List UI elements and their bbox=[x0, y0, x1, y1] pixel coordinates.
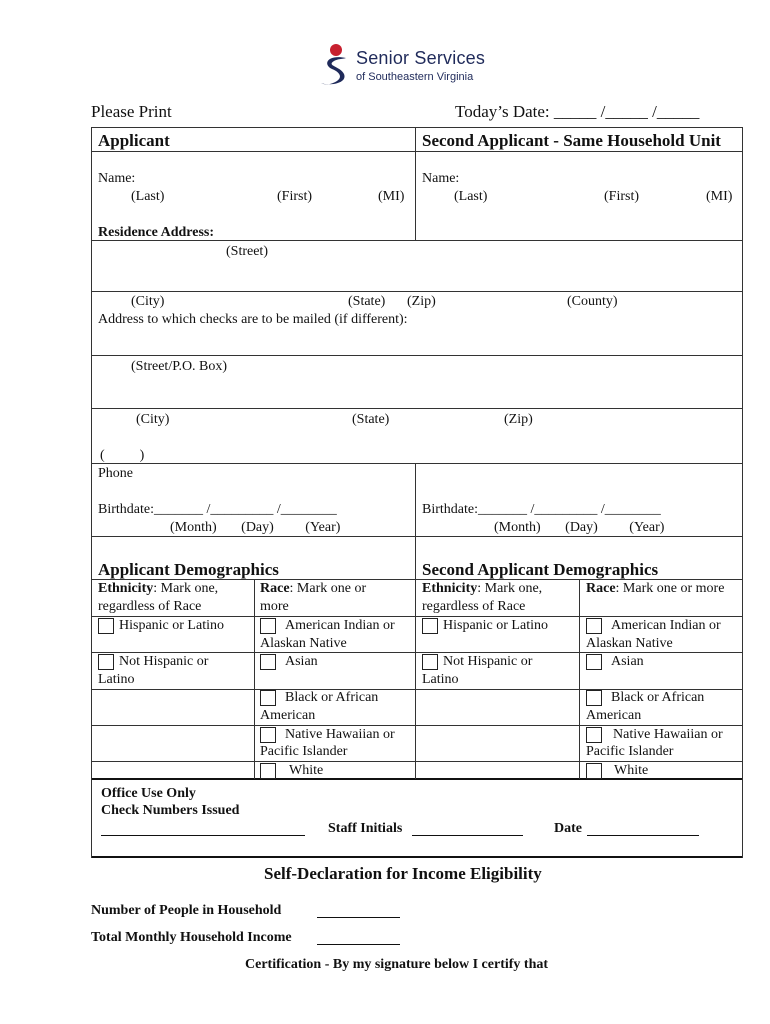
race-label: Race bbox=[586, 581, 616, 596]
applicant-first-label: (First) bbox=[277, 189, 312, 204]
right-hawaiian-label: Native Hawaiian or bbox=[613, 727, 723, 742]
table-border bbox=[742, 127, 743, 858]
people-in-household-line[interactable] bbox=[317, 917, 400, 918]
race-note: : Mark one or bbox=[289, 581, 367, 596]
left-ethnicity-note-2: regardless of Race bbox=[98, 599, 202, 614]
residence-county-label: (County) bbox=[567, 294, 618, 309]
logo-name: Senior Services bbox=[356, 48, 486, 68]
residence-zip-label: (Zip) bbox=[407, 294, 436, 309]
left-am-indian-label-2: Alaskan Native bbox=[260, 636, 347, 651]
applicant-mi-label: (MI) bbox=[378, 189, 405, 204]
please-print-label: Please Print bbox=[91, 102, 172, 121]
table-border bbox=[91, 291, 743, 292]
table-border bbox=[91, 725, 743, 726]
left-black-label-2: American bbox=[260, 708, 316, 723]
ethnicity-note: : Mark one, bbox=[153, 581, 219, 596]
residence-address-label: Residence Address: bbox=[98, 225, 215, 240]
applicant-last-label: (Last) bbox=[131, 189, 165, 204]
right-not-hispanic-label-2: Latino bbox=[422, 672, 459, 687]
left-white-label: White bbox=[289, 763, 324, 778]
residence-city-label: (City) bbox=[131, 294, 165, 309]
office-date-line[interactable] bbox=[587, 835, 699, 836]
left-race-note-2: more bbox=[260, 599, 289, 614]
monthly-income-line[interactable] bbox=[317, 944, 400, 945]
table-border bbox=[91, 127, 92, 858]
people-in-household-label: Number of People in Household bbox=[91, 903, 282, 918]
left-black-checkbox[interactable] bbox=[260, 690, 276, 706]
applicant-demographics-heading: Applicant Demographics bbox=[98, 560, 279, 579]
table-border bbox=[91, 408, 743, 409]
left-not-hispanic-checkbox[interactable] bbox=[98, 654, 114, 670]
ethnicity-label: Ethnicity bbox=[98, 581, 154, 596]
table-border bbox=[91, 616, 743, 617]
right-black-checkbox[interactable] bbox=[586, 690, 602, 706]
check-numbers-label: Check Numbers Issued bbox=[101, 803, 240, 818]
left-am-indian-checkbox[interactable] bbox=[260, 618, 276, 634]
organization-logo bbox=[318, 42, 508, 92]
mailing-address-label: Address to which checks are to be mailed (if different): bbox=[98, 312, 408, 327]
left-hawaiian-checkbox[interactable] bbox=[260, 727, 276, 743]
left-white-checkbox[interactable] bbox=[260, 763, 276, 779]
right-am-indian-checkbox[interactable] bbox=[586, 618, 602, 634]
table-border bbox=[91, 355, 743, 356]
left-black-label: Black or African bbox=[285, 690, 379, 705]
monthly-income-label: Total Monthly Household Income bbox=[91, 930, 292, 945]
race-label: Race bbox=[260, 581, 290, 596]
left-hawaiian-label-2: Pacific Islander bbox=[260, 744, 348, 759]
table-border bbox=[254, 579, 255, 779]
right-black-label-2: American bbox=[586, 708, 642, 723]
second-name-label: Name: bbox=[422, 171, 460, 186]
ethnicity-note: : Mark one, bbox=[477, 581, 543, 596]
residence-state-label: (State) bbox=[348, 294, 386, 309]
left-not-hispanic-label: Not Hispanic or bbox=[119, 654, 209, 669]
office-date-label: Date bbox=[554, 821, 582, 836]
phone-label: Phone bbox=[98, 466, 133, 481]
right-asian-label: Asian bbox=[611, 654, 644, 669]
left-ethnicity-header bbox=[98, 581, 218, 597]
right-white-label: White bbox=[614, 763, 649, 778]
mailing-city-label: (City) bbox=[136, 412, 170, 427]
table-border bbox=[91, 761, 743, 762]
table-border bbox=[91, 463, 743, 464]
right-asian-checkbox[interactable] bbox=[586, 654, 602, 670]
applicant-name-label: Name: bbox=[98, 171, 136, 186]
left-am-indian-label: American Indian or bbox=[285, 618, 395, 633]
office-use-title: Office Use Only bbox=[101, 786, 196, 801]
second-last-label: (Last) bbox=[454, 189, 488, 204]
table-border bbox=[91, 536, 743, 537]
applicant-birthdate-parts: (Month) (Day) (Year) bbox=[170, 520, 341, 535]
right-black-label: Black or African bbox=[611, 690, 705, 705]
logo-subtitle: of Southeastern Virginia bbox=[356, 71, 474, 83]
left-asian-label: Asian bbox=[285, 654, 318, 669]
right-am-indian-label-2: Alaskan Native bbox=[586, 636, 673, 651]
phone-area-code[interactable]: ( ) bbox=[100, 448, 145, 463]
second-mi-label: (MI) bbox=[706, 189, 733, 204]
right-not-hispanic-checkbox[interactable] bbox=[422, 654, 438, 670]
right-hispanic-label: Hispanic or Latino bbox=[443, 618, 548, 633]
table-border bbox=[91, 151, 743, 152]
check-numbers-line[interactable] bbox=[101, 835, 305, 836]
table-border bbox=[91, 652, 743, 653]
left-hispanic-checkbox[interactable] bbox=[98, 618, 114, 634]
ethnicity-label: Ethnicity bbox=[422, 581, 478, 596]
logo-mark-icon bbox=[318, 42, 354, 88]
right-not-hispanic-label: Not Hispanic or bbox=[443, 654, 533, 669]
left-hawaiian-label: Native Hawaiian or bbox=[285, 727, 395, 742]
mailing-street-label: (Street/P.O. Box) bbox=[131, 359, 228, 374]
race-note: : Mark one or more bbox=[615, 581, 725, 596]
second-birthdate-field[interactable]: Birthdate:_______ /_________ /________ bbox=[422, 502, 661, 517]
right-white-checkbox[interactable] bbox=[586, 763, 602, 779]
staff-initials-line[interactable] bbox=[412, 835, 523, 836]
second-first-label: (First) bbox=[604, 189, 639, 204]
residence-street-label: (Street) bbox=[226, 244, 268, 259]
right-am-indian-label: American Indian or bbox=[611, 618, 721, 633]
table-border bbox=[579, 579, 580, 779]
certification-text: Certification - By my signature below I certify that bbox=[245, 957, 549, 972]
right-race-header bbox=[586, 581, 724, 597]
todays-date-field[interactable]: Today’s Date: _____ /_____ /_____ bbox=[455, 102, 700, 121]
table-border bbox=[91, 856, 743, 858]
second-demographics-heading: Second Applicant Demographics bbox=[422, 560, 659, 579]
second-applicant-heading: Second Applicant - Same Household Unit bbox=[422, 131, 721, 150]
table-border bbox=[91, 127, 743, 128]
income-section-title: Self-Declaration for Income Eligibility bbox=[264, 864, 542, 883]
right-hawaiian-checkbox[interactable] bbox=[586, 727, 602, 743]
right-hawaiian-label-2: Pacific Islander bbox=[586, 744, 674, 759]
table-border bbox=[415, 127, 416, 240]
staff-initials-label: Staff Initials bbox=[328, 821, 403, 836]
second-birthdate-parts: (Month) (Day) (Year) bbox=[494, 520, 665, 535]
table-border bbox=[415, 463, 416, 779]
left-not-hispanic-label-2: Latino bbox=[98, 672, 135, 687]
left-asian-checkbox[interactable] bbox=[260, 654, 276, 670]
right-ethnicity-header bbox=[422, 581, 542, 597]
right-ethnicity-note-2: regardless of Race bbox=[422, 599, 526, 614]
applicant-birthdate-field[interactable]: Birthdate:_______ /_________ /________ bbox=[98, 502, 337, 517]
left-race-header bbox=[260, 581, 366, 597]
mailing-state-label: (State) bbox=[352, 412, 390, 427]
applicant-heading: Applicant bbox=[98, 131, 170, 150]
left-hispanic-label: Hispanic or Latino bbox=[119, 618, 224, 633]
mailing-zip-label: (Zip) bbox=[504, 412, 533, 427]
right-hispanic-checkbox[interactable] bbox=[422, 618, 438, 634]
